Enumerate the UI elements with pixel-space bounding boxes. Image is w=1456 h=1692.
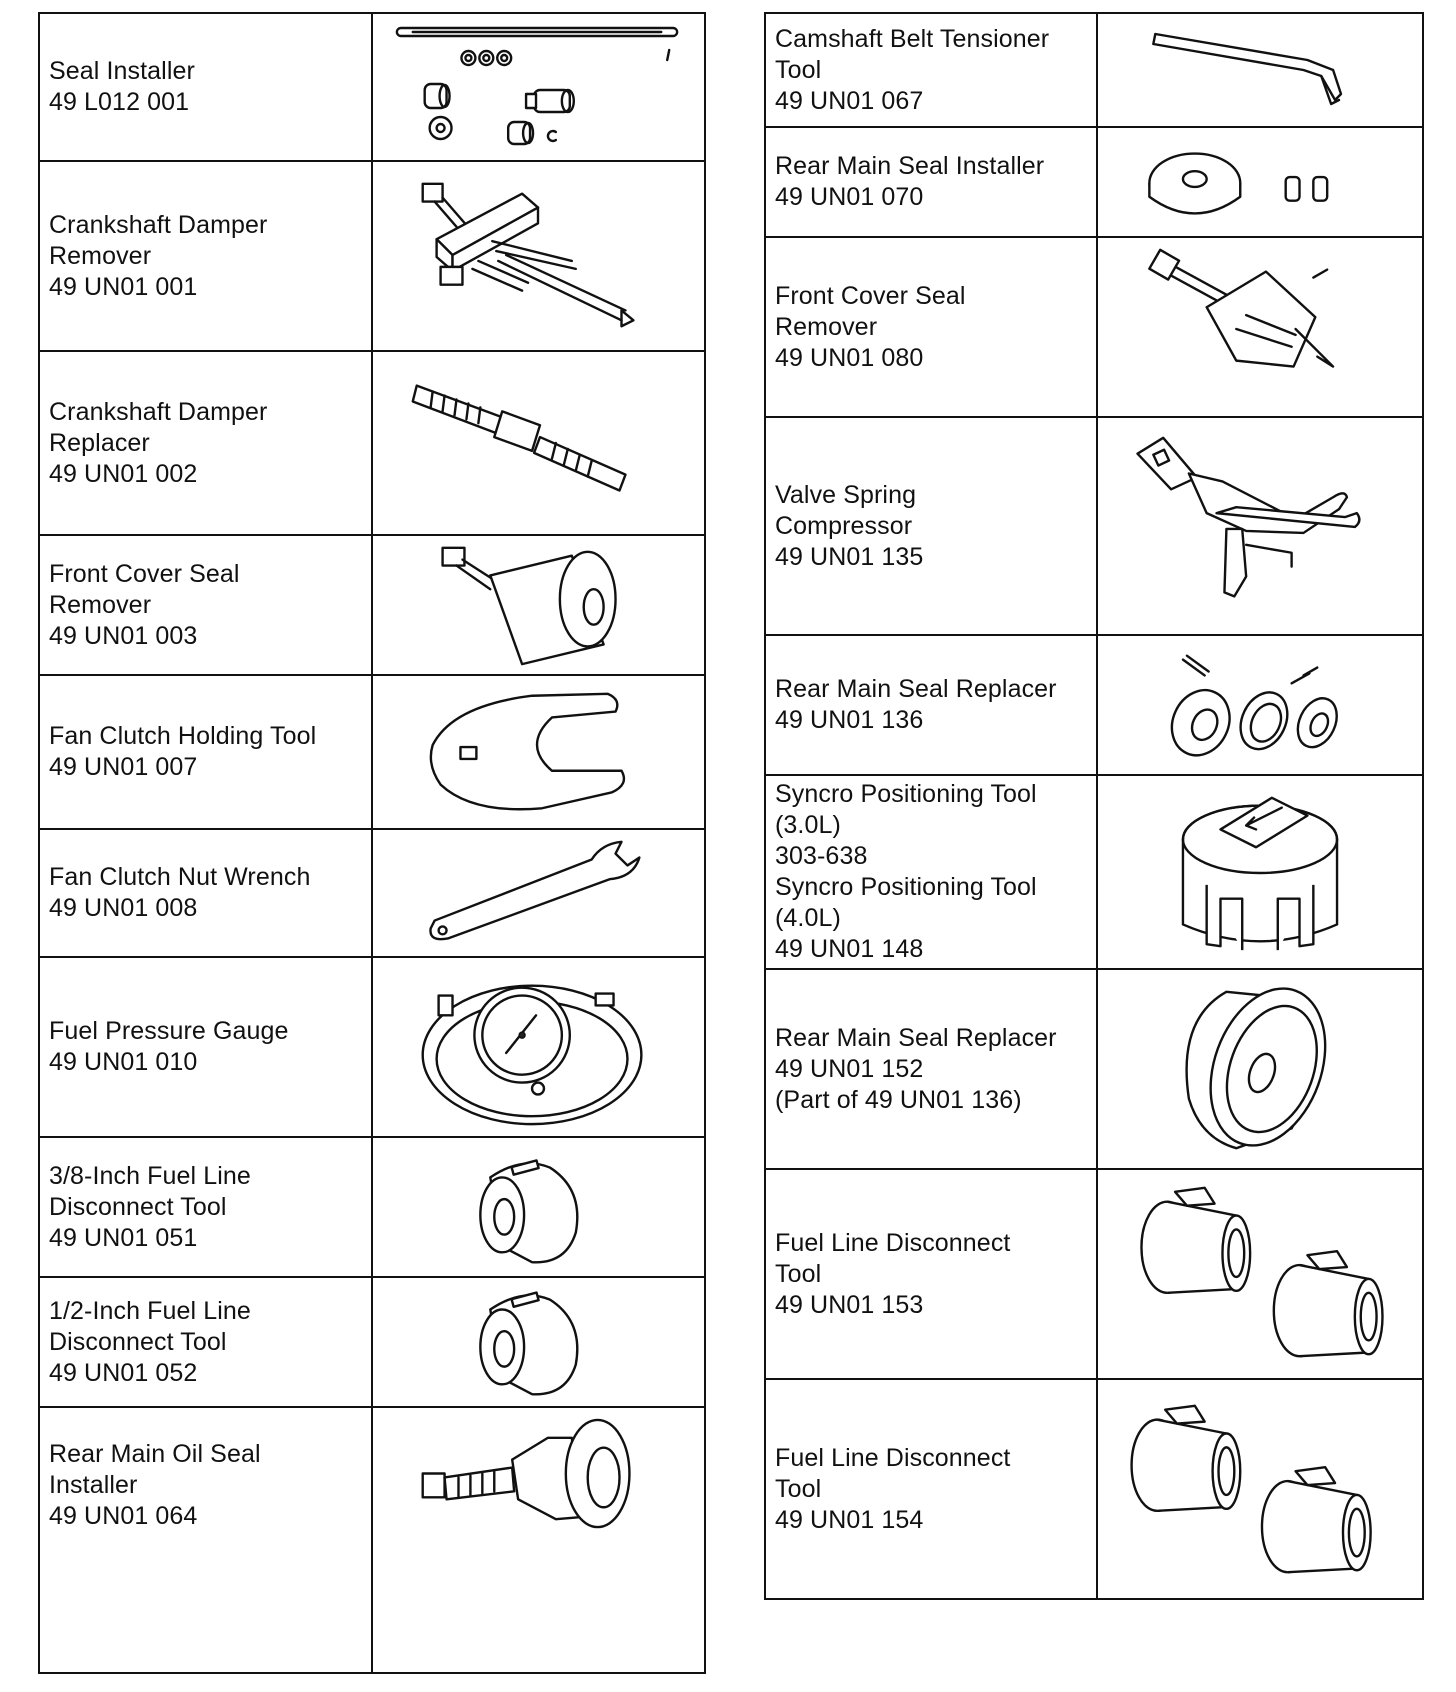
tool-description-cell bbox=[40, 1408, 373, 1672]
tool-name: Fuel Line Disconnect bbox=[775, 1228, 1011, 1257]
tool-variant-alt: (4.0L) bbox=[775, 904, 841, 932]
tool-number-alt: 49 UN01 148 bbox=[775, 935, 924, 963]
tool-name: Crankshaft Damper bbox=[49, 397, 268, 426]
table-row bbox=[766, 14, 1422, 126]
tool-number: 49 UN01 152 bbox=[775, 1054, 924, 1083]
tools-table-right bbox=[764, 12, 1424, 1600]
tool-label bbox=[775, 24, 1049, 117]
tool-description-cell bbox=[766, 1170, 1098, 1378]
tool-label bbox=[775, 151, 1044, 213]
tool-name-line-2: Tool bbox=[775, 1259, 822, 1288]
damper-puller-icon bbox=[373, 162, 704, 350]
tool-name: Rear Main Seal Installer bbox=[775, 152, 1045, 180]
seal-remover-claw-icon bbox=[1098, 238, 1422, 416]
tool-name: Front Cover Seal bbox=[49, 559, 240, 588]
valve-spring-compressor-icon bbox=[1098, 418, 1422, 634]
tool-number: 49 UN01 051 bbox=[49, 1223, 198, 1252]
tool-number: 49 UN01 153 bbox=[775, 1290, 924, 1319]
tool-number: 49 UN01 008 bbox=[49, 894, 198, 922]
table-row bbox=[40, 14, 704, 160]
table-row bbox=[40, 828, 704, 956]
tool-label bbox=[775, 1228, 1010, 1321]
oil-seal-installer-icon bbox=[373, 1408, 704, 1672]
tool-number: 49 L012 001 bbox=[49, 88, 190, 116]
tool-description-cell bbox=[40, 162, 373, 350]
tool-name: Rear Main Seal Replacer bbox=[775, 1023, 1057, 1052]
tool-name: Camshaft Belt Tensioner bbox=[775, 24, 1050, 53]
tool-number: 303-638 bbox=[775, 842, 868, 870]
seal-replacer-rings-icon bbox=[1098, 636, 1422, 774]
tool-name-line-2: Remover bbox=[49, 590, 152, 619]
tool-number: 49 UN01 003 bbox=[49, 621, 198, 650]
tool-description-cell bbox=[40, 352, 373, 534]
seal-replacer-cup-icon bbox=[1098, 970, 1422, 1168]
holding-wrench-plate-icon bbox=[373, 676, 704, 828]
table-row bbox=[766, 1168, 1422, 1378]
tool-name-line-2: Disconnect Tool bbox=[49, 1327, 227, 1356]
tool-name-line-2: Remover bbox=[49, 241, 152, 270]
table-row bbox=[766, 416, 1422, 634]
tool-description-cell bbox=[766, 970, 1098, 1168]
seal-remover-barrel-icon bbox=[373, 536, 704, 674]
tool-label bbox=[49, 397, 267, 490]
table-row bbox=[766, 774, 1422, 968]
tools-table-left bbox=[38, 12, 706, 1674]
tool-number: 49 UN01 007 bbox=[49, 753, 198, 781]
tool-name: 3/8-Inch Fuel Line bbox=[49, 1161, 251, 1190]
tool-name: Seal Installer bbox=[49, 57, 195, 85]
tool-number: 49 UN01 052 bbox=[49, 1358, 198, 1387]
pressure-gauge-icon bbox=[373, 958, 704, 1136]
tool-description-cell bbox=[40, 1278, 373, 1406]
tool-note: (Part of 49 UN01 136) bbox=[775, 1085, 1022, 1114]
table-row bbox=[40, 534, 704, 674]
tool-number: 49 UN01 067 bbox=[775, 86, 924, 115]
tool-label bbox=[49, 1161, 251, 1254]
tool-name-line-2: Compressor bbox=[775, 511, 913, 540]
fuel-line-disconnect-pair-icon bbox=[1098, 1380, 1422, 1598]
fuel-line-disconnect-pair-icon bbox=[1098, 1170, 1422, 1378]
tool-description-cell bbox=[766, 1380, 1098, 1598]
table-row bbox=[766, 1378, 1422, 1598]
seal-installer-kit-icon bbox=[373, 14, 704, 160]
tool-name: 1/2-Inch Fuel Line bbox=[49, 1296, 251, 1325]
tool-label bbox=[775, 1443, 1010, 1536]
tool-name: Fan Clutch Nut Wrench bbox=[49, 863, 311, 891]
tool-label bbox=[775, 480, 923, 573]
tool-label bbox=[49, 559, 240, 652]
table-row bbox=[40, 956, 704, 1136]
tool-name: Syncro Positioning Tool bbox=[775, 780, 1037, 808]
tool-description-cell bbox=[766, 14, 1098, 126]
tool-label bbox=[775, 674, 1057, 736]
tool-number: 49 UN01 070 bbox=[775, 183, 924, 211]
tool-number: 49 UN01 136 bbox=[775, 706, 924, 734]
tensioner-bar-icon bbox=[1098, 14, 1422, 126]
tool-description-cell bbox=[40, 536, 373, 674]
tool-name: Crankshaft Damper bbox=[49, 210, 268, 239]
fuel-line-disconnect-icon bbox=[373, 1138, 704, 1276]
tool-number: 49 UN01 154 bbox=[775, 1505, 924, 1534]
syncro-positioning-tool-icon bbox=[1098, 776, 1422, 968]
tool-label bbox=[49, 56, 195, 118]
tool-description-cell bbox=[766, 238, 1098, 416]
tool-name: Valve Spring bbox=[775, 480, 917, 509]
tool-label bbox=[775, 281, 966, 374]
tool-label bbox=[49, 1296, 251, 1389]
tool-name-line-2: Remover bbox=[775, 312, 878, 341]
table-row bbox=[40, 350, 704, 534]
tool-name: Fan Clutch Holding Tool bbox=[49, 722, 317, 750]
tool-name-line-2: Disconnect Tool bbox=[49, 1192, 227, 1221]
table-row bbox=[40, 160, 704, 350]
tool-number: 49 UN01 002 bbox=[49, 459, 198, 488]
table-row bbox=[766, 126, 1422, 236]
table-row bbox=[40, 674, 704, 828]
fuel-line-disconnect-icon bbox=[373, 1278, 704, 1406]
tool-label bbox=[49, 210, 267, 303]
tool-name-line-2: Replacer bbox=[49, 428, 150, 457]
tool-description-cell bbox=[40, 830, 373, 956]
tool-name: Fuel Line Disconnect bbox=[775, 1443, 1011, 1472]
table-row bbox=[40, 1406, 704, 1672]
table-row bbox=[766, 634, 1422, 774]
tool-number: 49 UN01 010 bbox=[49, 1048, 198, 1076]
tool-label bbox=[775, 1023, 1057, 1116]
tool-name: Fuel Pressure Gauge bbox=[49, 1017, 289, 1045]
seal-installer-disc-icon bbox=[1098, 128, 1422, 236]
tool-label bbox=[775, 779, 1037, 965]
tool-label bbox=[49, 1439, 261, 1532]
tool-label bbox=[49, 862, 310, 924]
table-row bbox=[766, 236, 1422, 416]
tool-number: 49 UN01 001 bbox=[49, 272, 198, 301]
tool-description-cell bbox=[40, 676, 373, 828]
tool-name: Rear Main Seal Replacer bbox=[775, 675, 1057, 703]
tool-variant: (3.0L) bbox=[775, 811, 841, 839]
tool-description-cell bbox=[766, 128, 1098, 236]
tool-number: 49 UN01 064 bbox=[49, 1501, 198, 1530]
tool-name-line-2: Tool bbox=[775, 1474, 822, 1503]
tool-label bbox=[49, 1016, 289, 1078]
tool-description-cell bbox=[40, 1138, 373, 1276]
threaded-rod-replacer-icon bbox=[373, 352, 704, 534]
tool-description-cell bbox=[40, 14, 373, 160]
tool-name-line-2: Installer bbox=[49, 1470, 138, 1499]
tool-name: Rear Main Oil Seal bbox=[49, 1439, 261, 1468]
tool-description-cell bbox=[40, 958, 373, 1136]
tool-label bbox=[49, 721, 316, 783]
tool-name-alt: Syncro Positioning Tool bbox=[775, 873, 1037, 901]
tool-description-cell bbox=[766, 636, 1098, 774]
tool-name: Front Cover Seal bbox=[775, 281, 966, 310]
tool-number: 49 UN01 135 bbox=[775, 542, 924, 571]
table-row bbox=[40, 1136, 704, 1276]
tool-description-cell bbox=[766, 776, 1098, 968]
tool-name-line-2: Tool bbox=[775, 55, 822, 84]
tool-number: 49 UN01 080 bbox=[775, 343, 924, 372]
table-row bbox=[40, 1276, 704, 1406]
open-end-wrench-icon bbox=[373, 830, 704, 956]
tool-description-cell bbox=[766, 418, 1098, 634]
table-row bbox=[766, 968, 1422, 1168]
